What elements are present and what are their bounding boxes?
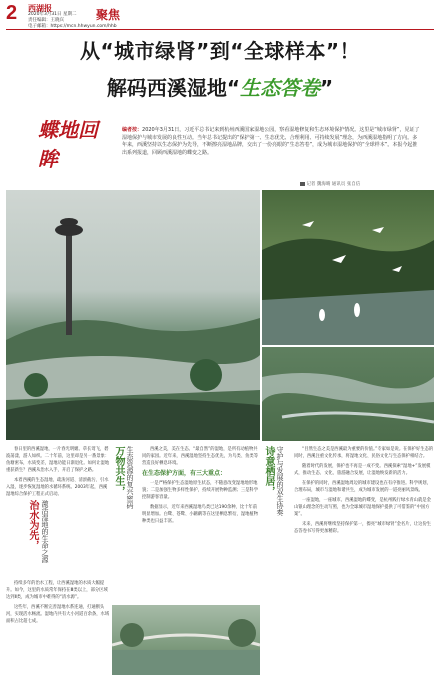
- middle-para-3: 数据显示，近年来西溪湿地鸟类已达190余种，比十年前明显增加。白鹭、苍鹭、小䴙䴘等在这里栖息繁衍，湿地植物种类也日益丰富。: [142, 505, 259, 524]
- right-vertical-title: 诗意栖居，: [263, 446, 274, 496]
- bird-photo-scene: [262, 190, 434, 345]
- left-col-text-2: [6, 580, 110, 676]
- editor-note-label: 编者按：: [122, 127, 143, 133]
- headline-line2-suffix: ”: [320, 76, 334, 100]
- editor-line: 责任编辑：王晓宾: [28, 18, 64, 23]
- middle-vertical-heading: [112, 446, 140, 576]
- right-para-2: 随着时代的发展，保护也不再是一成不变。西溪探索“湿地+”发展模式，推动生态、文化、旅游融合发展，让湿地焕发新的活力。: [294, 464, 431, 476]
- right-vertical-heading: [262, 446, 290, 586]
- bridge-photo: [112, 605, 260, 675]
- headline-line2-prefix: 解码西溪湿地“: [106, 76, 240, 100]
- middle-para-1: 西溪之美，美在生态。“最自然”的湿地，是所有动植物共同的家园。近年来，西溪湿地坚持生态优先，为鸟类、鱼类等营造良好栖息环境。: [142, 447, 259, 466]
- middle-vertical-title: 万物共生，: [113, 446, 124, 496]
- middle-col-text: [142, 446, 260, 601]
- main-photo-scene: [6, 190, 260, 440]
- left-para-3: 持续多年的治水工程，让西溪湿地的水质大幅提升。如今，这里的水质常年保持在Ⅲ类以上，部分区域达到Ⅱ类，成为城市中难得的“清水源”。: [6, 581, 108, 600]
- aerial-photo-scene: [262, 347, 434, 441]
- right-para-1: “目然生态之美是西溪最为重要的价值。”专家如是说。在保护好生态的同时，西溪注重文化传承，将湿地文化、民俗文化与生态保护相结合。: [294, 447, 434, 459]
- left-para-4: 这些年，西溪不断完善湿地水系连通，打通断头河，实现活水畅流。湿地内共有大小河道百余条，水域面积占比超七成。: [6, 605, 110, 624]
- left-para-2: 本着西溪的生态湿地，疏浚河道、清淤截污、引水入湿，逐步恢复湿地的水循环系统。2003年起，西溪湿地综合保护工程正式启动。: [6, 478, 109, 497]
- photo-credit-text: 记者 魏海晴 通讯员 张自信: [306, 182, 361, 187]
- left-vertical-title: 治水为先，: [27, 500, 38, 550]
- callout-title: 蝶地回眸: [38, 118, 98, 171]
- editor-note: [122, 127, 422, 157]
- paper-logo: 西湖报: [28, 4, 52, 13]
- bridge-photo-scene: [112, 605, 260, 675]
- headline-line1: 从“城市绿肾”到“全球样本”！: [79, 39, 361, 63]
- aerial-photo: [262, 347, 434, 441]
- right-para-5: 未来，西溪将继续坚持保护第一，擦亮“城市绿肾”金名片，让这份生态答卷书写得更加精彩。: [294, 522, 432, 534]
- left-para-1: 春日里的西溪湿地，一片春光明媚。草长莺飞，碧波荡漾，游人如织。二十年前，这里却是另一番景象：鱼塘密布，水质变差，湿地功能日渐退化。如何让湿地重获新生？西溪从治水入手，开启了保护之路。: [6, 447, 110, 473]
- headline-highlight: 生态答卷: [240, 76, 320, 100]
- right-para-4: 一座湿地，一座城市。西溪湿地的蝶变，是杭州践行绿水青山就是金山银山理念的生动写照，也为全球城市湿地保护提供了可借鉴的“中国方案”。: [294, 498, 431, 517]
- headline-line2: [0, 72, 440, 101]
- section-label: 聚焦: [96, 8, 121, 22]
- editor-note-text: 2020年3月31日，习近平总书记来到杭州西溪国家湿地公园，察看湿地修复和生态环境保护情况。这里是“城市绿肾”，见证了湿地保护与城市发展的良性互动。当年总书记提出的“保护第一、生态优先、合理利用、可持续发展”理念，为西溪湿地指明了方向。多年来，西溪坚持以生态保护为先导，不断擦亮湿地品牌，交出了一份亮眼的“生态答卷”，成为城市湿地保护的“全球样本”。本报今起推出系列报道，回顾西溪湿地的蝶变之路。: [122, 127, 420, 156]
- right-para-3: 在保护的同时，西溪湿地周边的城市建设也在有序推进。科学规划，合理布局，城市与湿地和谐共生，成为城市发展的一道亮丽风景线。: [294, 481, 431, 493]
- right-col-text: [294, 446, 434, 676]
- middle-para-2: 一是严格保护生态湿地原生状态，不随意改变湿地地形地貌；二是加强生物多样性保护，持续开展物种监测；三是科学控制游客容量。: [142, 481, 259, 500]
- main-photo: [6, 190, 260, 440]
- left-vertical-subtitle: 激活湿地的生命之源: [41, 500, 49, 563]
- issue-date: 2020年3月31日 星期二: [28, 12, 77, 17]
- bird-photo: [262, 190, 434, 345]
- photo-credit: [300, 181, 360, 187]
- middle-vertical-subtitle: 生态资源的复兴密码: [126, 446, 134, 509]
- right-vertical-subtitle: 守护与发展的双生协奏: [276, 446, 284, 516]
- camera-icon: [300, 181, 305, 186]
- header-divider: [6, 29, 434, 30]
- left-vertical-heading: [26, 500, 66, 570]
- middle-subheading: 在生态保护方面，有三大重点：: [142, 470, 227, 477]
- page-number: 2: [6, 2, 18, 24]
- email-line: 电子邮箱：https://mcn.hhwyun.com/hhb: [28, 24, 117, 29]
